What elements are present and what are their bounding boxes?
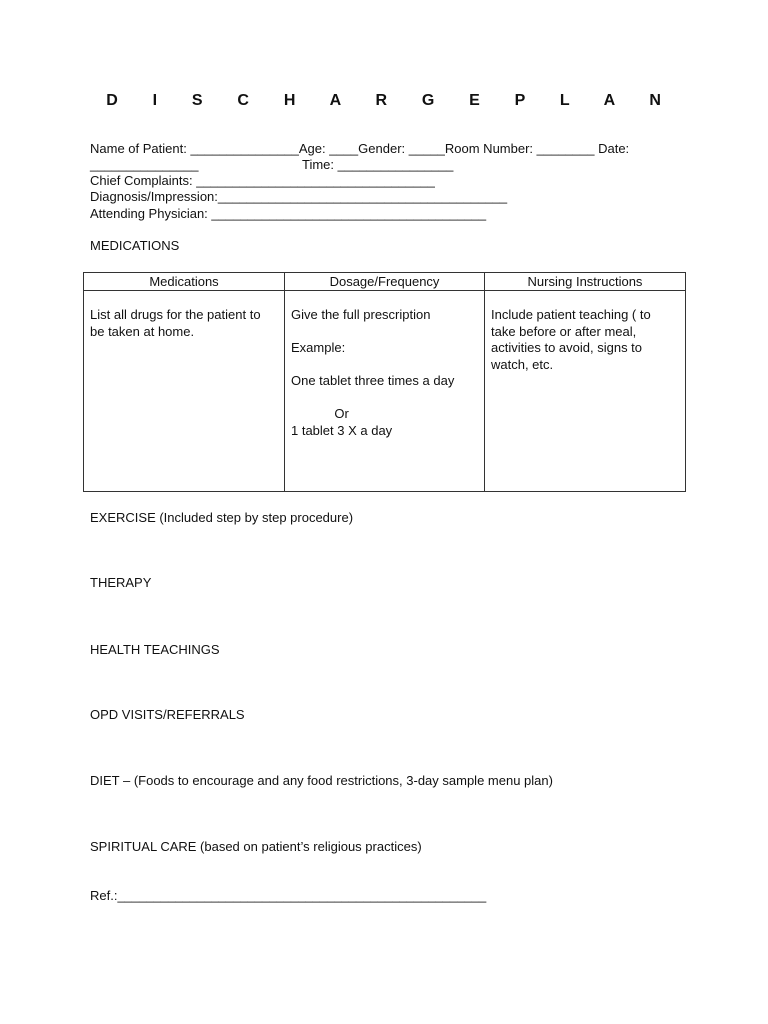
nursing-cell xyxy=(485,291,686,492)
table-row xyxy=(84,291,686,492)
health-teachings-heading: HEALTH TEACHINGS xyxy=(90,642,220,657)
dosage-cell xyxy=(285,291,485,492)
therapy-heading: THERAPY xyxy=(90,575,152,590)
diagnosis-line: Diagnosis/Impression:________________________________________ xyxy=(90,189,508,204)
chief-complaints-line: Chief Complaints: _________________________________ xyxy=(90,173,435,188)
time-line: Time: ________________ xyxy=(302,157,454,172)
page-title: D I S C H A R G E P L A N xyxy=(106,92,677,109)
cell-text: take before or after meal, xyxy=(491,323,637,339)
cell-text: List all drugs for the patient to xyxy=(90,307,261,322)
cell-text: One tablet three times a day xyxy=(291,373,455,388)
spiritual-care-heading: SPIRITUAL CARE (based on patient’s religious practices) xyxy=(90,839,422,854)
cell-text: activities to avoid, signs to xyxy=(491,340,643,355)
cell-text: 1 tablet 3 X a day xyxy=(291,422,393,438)
medications-cell xyxy=(84,291,285,492)
column-header-nursing: Nursing Instructions xyxy=(485,273,686,291)
attending-physician-line: Attending Physician: ______________________________________ xyxy=(90,206,487,221)
column-header-medications: Medications xyxy=(84,273,285,291)
cell-text: be taken at home. xyxy=(90,323,195,339)
cell-text: Include patient teaching ( to xyxy=(491,307,651,322)
opd-visits-heading: OPD VISITS/REFERRALS xyxy=(90,707,245,722)
cell-text: Give the full prescription xyxy=(291,307,431,322)
diet-heading: DIET – (Foods to encourage and any food restrictions, 3-day sample menu plan) xyxy=(90,773,553,788)
cell-text: Or xyxy=(291,406,349,421)
table-header-row xyxy=(84,273,686,291)
medications-table xyxy=(83,272,686,492)
cell-text: watch, etc. xyxy=(491,356,554,372)
cell-text: Example: xyxy=(291,340,346,355)
date-blank-line: _______________ xyxy=(90,157,199,172)
ref-line: Ref.:___________________________________________________ xyxy=(90,888,487,903)
exercise-heading: EXERCISE (Included step by step procedure) xyxy=(90,510,354,525)
patient-info-line: Name of Patient: _______________Age: ____Gender: _____Room Number: ________ Date: xyxy=(90,141,630,156)
column-header-dosage: Dosage/Frequency xyxy=(285,273,485,291)
medications-heading: MEDICATIONS xyxy=(90,238,180,253)
